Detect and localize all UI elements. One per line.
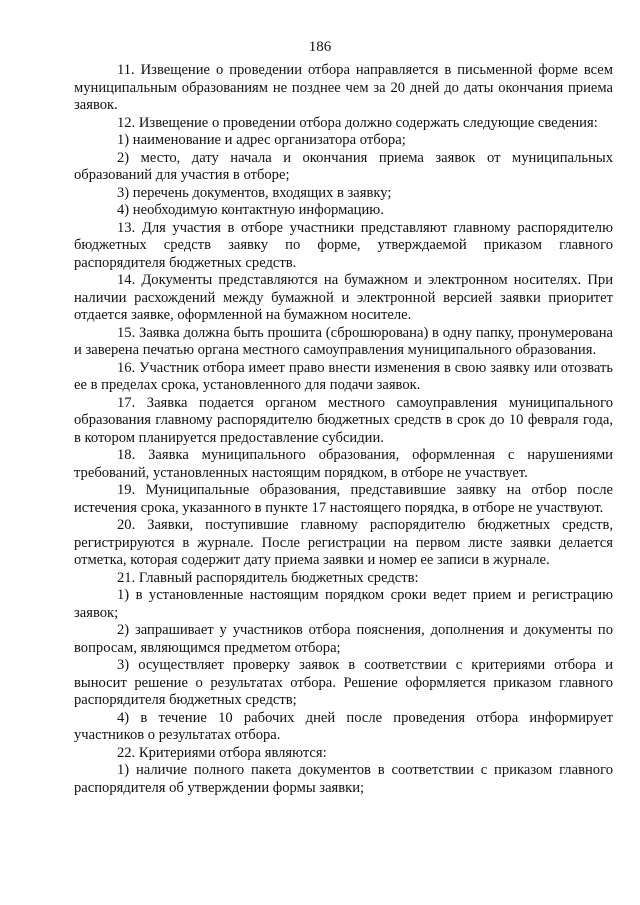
paragraph: 15. Заявка должна быть прошита (сброшюрована) в одну папку, пронумерована и заверена печатью органа местного самоуправления муниципального образования. bbox=[74, 324, 613, 358]
paragraph: 21. Главный распорядитель бюджетных средств: bbox=[117, 569, 419, 586]
paragraph: 3) осуществляет проверку заявок в соответствии с критериями отбора и выносит решение о результатах отбора. Решение оформляется приказом главного распорядителя бюджетных средств; bbox=[74, 657, 613, 708]
paragraph: 4) в течение 10 рабочих дней после проведения отбора информирует участников о результатах отбора. bbox=[74, 709, 613, 743]
paragraph: 1) наличие полного пакета документов в соответствии с приказом главного распорядителя об утверждении формы заявки; bbox=[74, 762, 613, 796]
paragraph: 11. Извещение о проведении отбора направляется в письменной форме всем муниципальным образованиям не позднее чем за 20 дней до даты окончания приема заявок. bbox=[74, 62, 613, 113]
paragraph: 1) наименование и адрес организатора отбора; bbox=[117, 132, 406, 148]
document-body bbox=[74, 62, 613, 797]
paragraph: 4) необходимую контактную информацию. bbox=[117, 202, 384, 218]
paragraph: 3) перечень документов, входящих в заявку; bbox=[117, 184, 392, 201]
paragraph: 16. Участник отбора имеет право внести изменения в свою заявку или отозвать ее в пределах срока, установленного для подачи заявок. bbox=[74, 359, 613, 393]
paragraph: 13. Для участия в отборе участники представляют главному распорядителю бюджетных средств заявку по форме, утверждаемой приказом главного распорядителя бюджетных средств. bbox=[74, 219, 613, 271]
paragraph: 1) в установленные настоящим порядком сроки ведет прием и регистрацию заявок; bbox=[74, 587, 613, 621]
paragraph: 14. Документы представляются на бумажном и электронном носителях. При наличии расхождений между бумажной и электронной версией заявки приоритет отдается заявке, оформленной на бумажном носителе. bbox=[74, 272, 613, 323]
paragraph: 17. Заявка подается органом местного самоуправления муниципального образования главному распорядителю бюджетных средств в срок до 10 февраля года, в котором планируется предоставление субсидии. bbox=[74, 394, 613, 446]
paragraph: 18. Заявка муниципального образования, оформленная с нарушениями требований, установленных настоящим порядком, в отборе не участвует. bbox=[74, 447, 613, 481]
paragraph: 22. Критериями отбора являются: bbox=[117, 744, 327, 761]
paragraph: 2) место, дату начала и окончания приема заявок от муниципальных образований для участия в отборе; bbox=[74, 149, 613, 183]
page-number: 186 bbox=[308, 39, 332, 55]
paragraph: 12. Извещение о проведении отбора должно содержать следующие сведения: bbox=[117, 114, 598, 131]
paragraph: 19. Муниципальные образования, представившие заявку на отбор после истечения срока, указанного в пункте 17 настоящего порядка, в отборе не участвуют. bbox=[74, 482, 613, 516]
paragraph: 2) запрашивает у участников отбора пояснения, дополнения и документы по вопросам, являющимся предметом отбора; bbox=[74, 622, 613, 656]
paragraph: 20. Заявки, поступившие главному распорядителю бюджетных средств, регистрируются в журнале. После регистрации на первом листе заявки делается отметка, которая содержит дату приема заявки и номер ее записи в журнале. bbox=[74, 517, 613, 568]
